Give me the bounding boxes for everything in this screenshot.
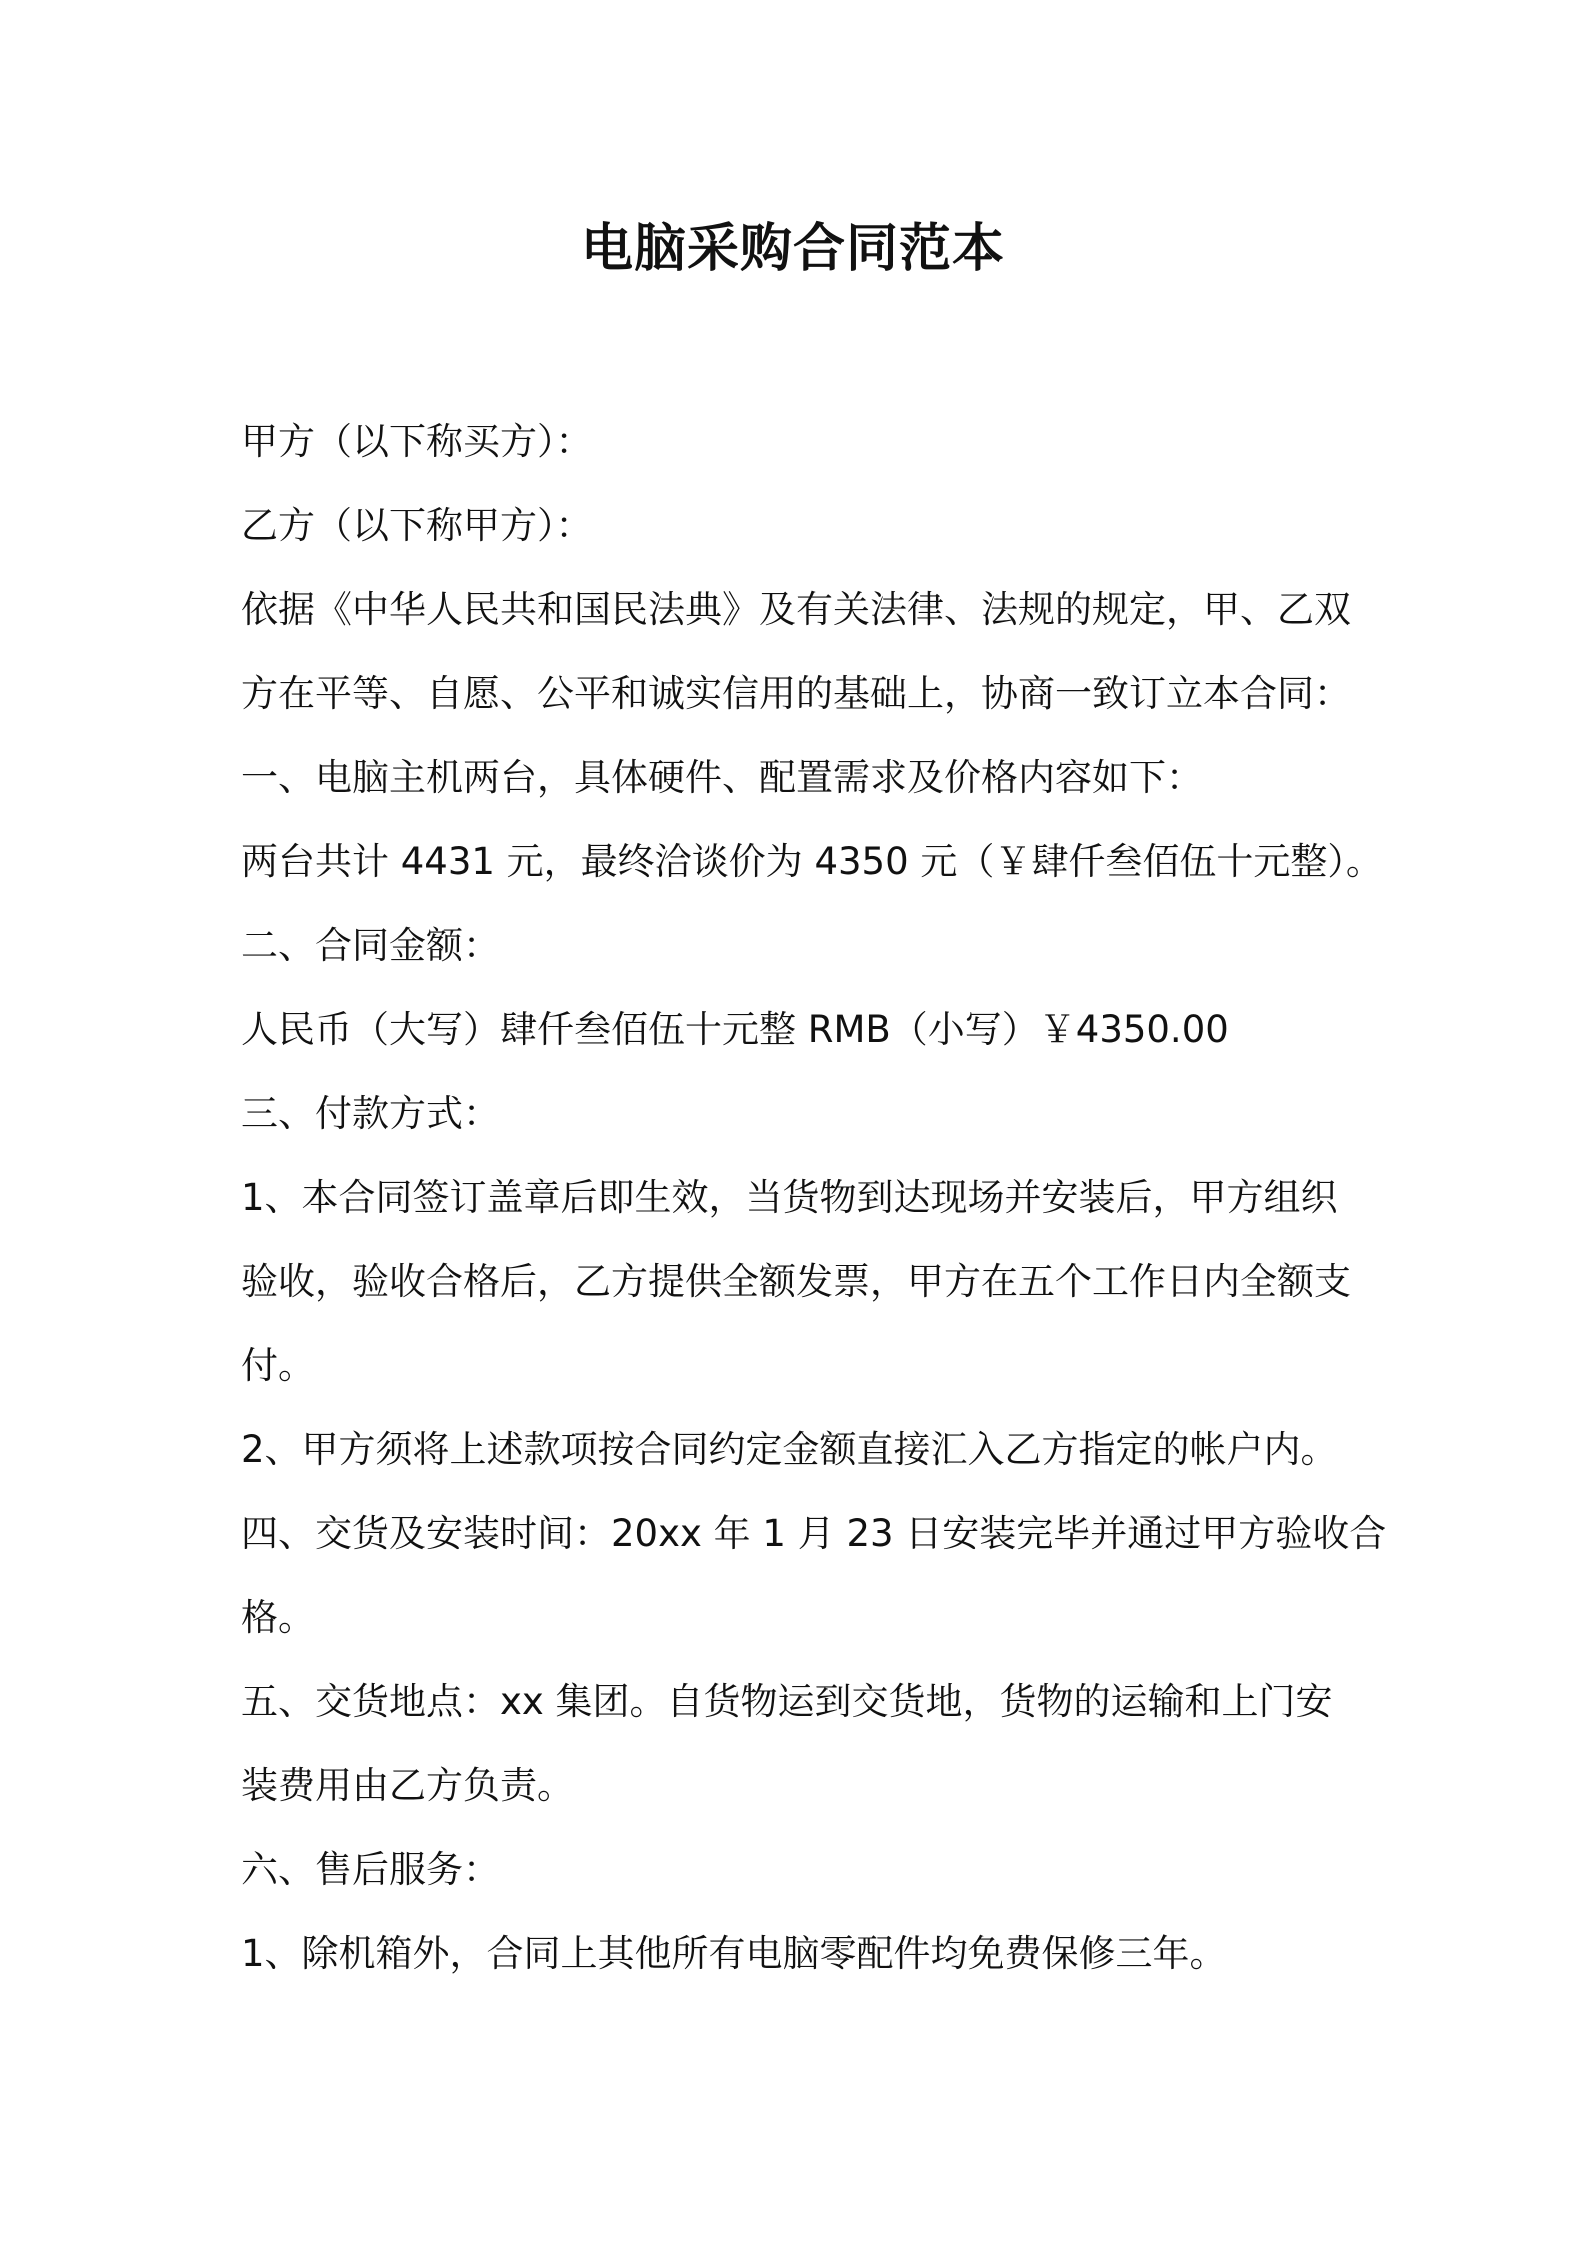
clause-4-line-1: 四、交货及安装时间：20xx 年 1 月 23 日安装完毕并通过甲方验收合 (241, 1512, 1387, 1555)
document-title: 电脑采购合同范本 (580, 219, 1005, 279)
service-item-1-line: 1、除机箱外，合同上其他所有电脑零配件均免费保修三年。 (241, 1932, 1227, 1975)
payment-item-1-line-1: 1、本合同签订盖章后即生效，当货物到达现场并安装后，甲方组织 (241, 1176, 1338, 1219)
clause-3-heading: 三、付款方式： (241, 1092, 500, 1135)
clause-6-heading: 六、售后服务： (241, 1848, 500, 1891)
preamble-line-1: 依据《中华人民共和国民法典》及有关法律、法规的规定，甲、乙双 (241, 588, 1351, 631)
clause-5-line-1: 五、交货地点：xx 集团。自货物运到交货地，货物的运输和上门安 (241, 1680, 1333, 1723)
party-a-line: 甲方（以下称买方）： (241, 420, 593, 463)
payment-item-1-line-2: 验收，验收合格后，乙方提供全额发票，甲方在五个工作日内全额支 (241, 1260, 1351, 1303)
preamble-line-2: 方在平等、自愿、公平和诚实信用的基础上，协商一致订立本合同： (241, 672, 1351, 715)
clause-1-heading: 一、电脑主机两台，具体硬件、配置需求及价格内容如下： (241, 756, 1203, 799)
party-b-line: 乙方（以下称甲方）： (241, 504, 593, 547)
clause-5-line-2: 装费用由乙方负责。 (241, 1764, 574, 1807)
clause-2-heading: 二、合同金额： (241, 924, 500, 967)
payment-item-2-line: 2、甲方须将上述款项按合同约定金额直接汇入乙方指定的帐户内。 (241, 1428, 1338, 1471)
payment-item-1-line-3: 付。 (241, 1344, 315, 1387)
clause-4-line-2: 格。 (241, 1596, 315, 1639)
clause-1-price-line: 两台共计 4431 元，最终洽谈价为 4350 元（￥肆仟叁佰伍十元整）。 (241, 840, 1383, 883)
clause-2-amount-line: 人民币（大写）肆仟叁佰伍十元整 RMB（小写）￥4350.00 (241, 1008, 1229, 1051)
document-body (241, 400, 1387, 1996)
